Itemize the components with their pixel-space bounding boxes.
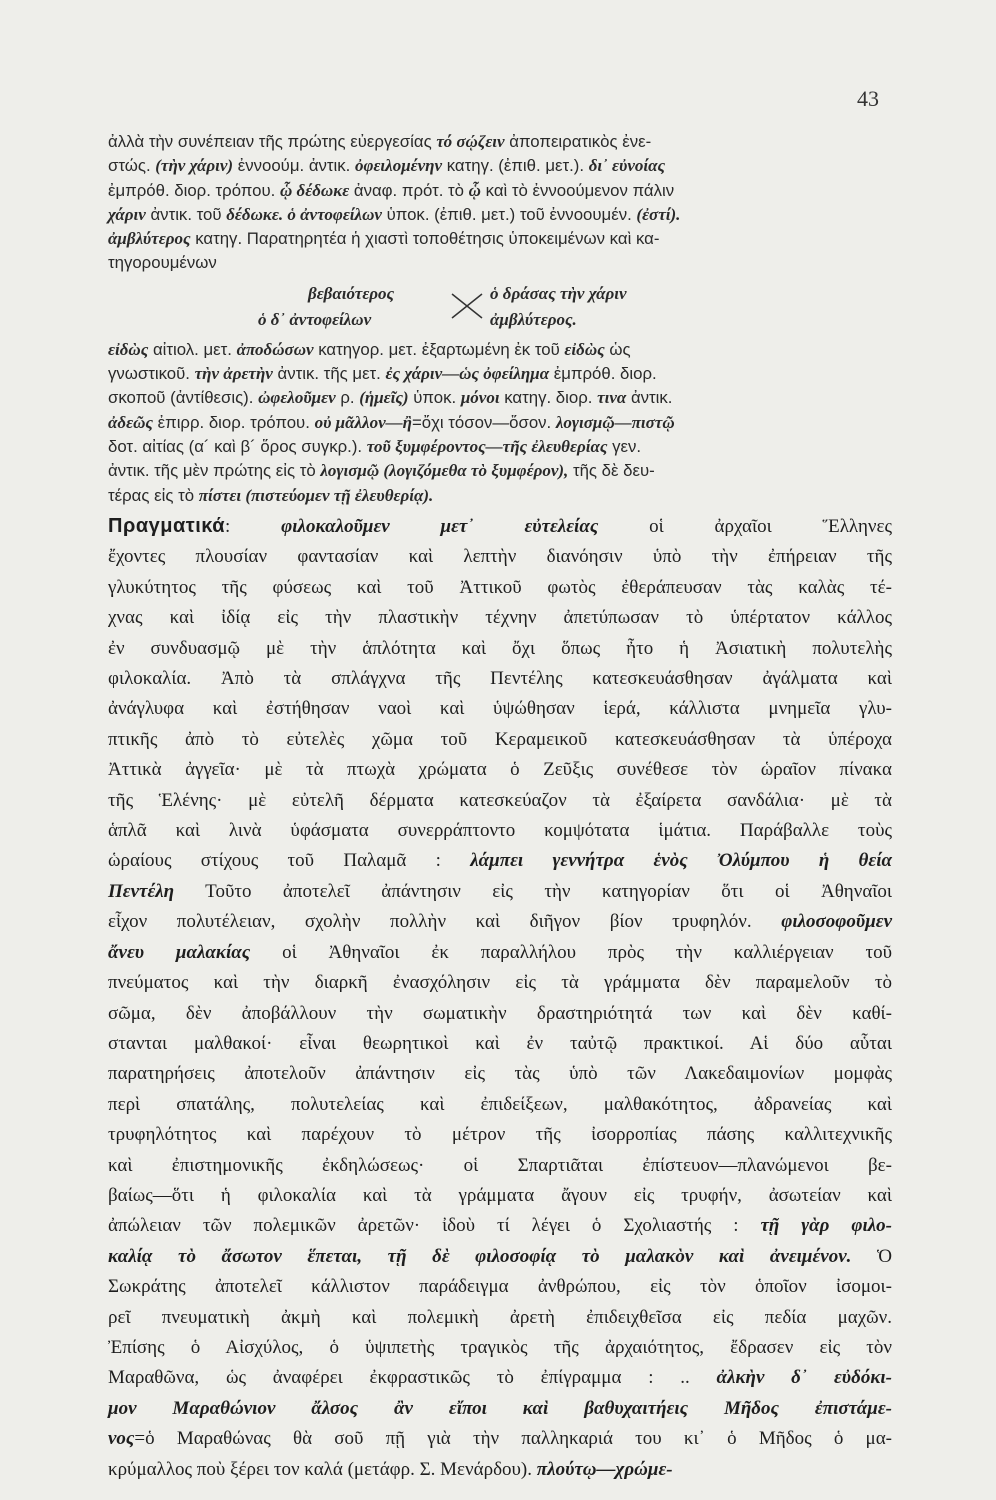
text-run: τέρας εἰς τὸ [108,485,199,505]
body-line [108,846,892,876]
body-line [108,1029,892,1059]
text-run: ἐννοούμ. ἀντικ. [233,156,356,176]
text-run: Τοῦτο ἀποτελεῖ ἀπάντησιν εἰς τὴν κατηγορίαν ὅτι οἱ Ἀθηναῖοι [174,880,892,902]
chiasmus-top-right: ὁ δράσας τὴν χάριν [490,283,627,303]
emphasis-text: καλίᾳ τὸ ἄσωτον ἕπεται, τῇ δὲ φιλοσοφίᾳ τὸ μαλακὸν καὶ ἀνειμένον. [108,1245,852,1267]
note-line [108,154,888,178]
emphasis-text: (τὴν χάριν) [155,156,234,176]
text-run: ἀντικ. τῆς μὲν πρώτης εἰς τὸ [108,461,321,481]
text-run: οἱ ἀρχαῖοι Ἕλληνες [598,516,892,537]
emphasis-text: εἰδὼς [564,339,605,359]
text-run: εἶχον πολυτέλειαν, σχολὴν πολλὴν καὶ διῆγον βίον τρυφηλόν. [108,911,782,933]
text-run: τῆς δὲ δευ- [568,461,655,481]
text-run: γνωστικοῦ. [108,364,195,384]
emphasis-text: ᾧ δέδωκε [279,180,350,200]
text-run: χνας καὶ ἰδίᾳ εἰς τὴν πλαστικὴν τέχνην ἀπετύπωσαν τὸ ὑπέρτατον κάλλος [108,607,892,629]
grammar-notes [108,130,888,508]
body-line [108,1242,892,1272]
emphasis-text: φιλοσοφοῦμεν [781,911,892,933]
text-run: περὶ σπατάλης, πολυτελείας καὶ ἐπιδείξεων, μαλθακότητος, ἀδρανείας καὶ [108,1093,892,1115]
note-line [108,362,888,386]
note-line [108,227,888,251]
chiasmus-bottom-right: ἀμβλύτερος. [490,309,577,329]
text-run: καὶ τὸ ἐννοούμενον πάλιν [480,180,675,200]
text-run: κατηγορ. μετ. ἐξαρτωμένη ἐκ τοῦ [313,339,565,359]
text-run: ἀναφ. πρότ. τὸ [349,180,469,200]
body-line [108,634,892,664]
body-line [108,1211,892,1241]
body-line [108,694,892,724]
text-run: Μαραθῶνα, ὡς ἀναφέρει ἐκφραστικῶς τὸ ἐπίγραμμα : .. [108,1367,717,1389]
text-run: ἀποπειρατικὸς ἐνε- [504,132,652,151]
text-run: ἁπλᾶ καὶ λινὰ ὑφάσματα συνερράπτοντο κομψότατα ἱμάτια. Παράβαλλε τοὺς [108,820,892,842]
emphasis-text: φιλοκαλοῦμεν μετ᾿ εὐτελείας [281,516,599,537]
text-run: στώς. [108,156,156,176]
text-run: ἀπώλειαν τῶν πολεμικῶν ἀρετῶν· ἰδοὺ τί λέγει ὁ Σχολιαστής : [108,1215,761,1237]
text-run: =ὁ Μαραθώνας θὰ σοῦ πῇ γιὰ τὴν παλληκαριά του κι᾿ ὁ Μῆδος ὁ μα- [134,1428,892,1450]
body-line [108,542,892,572]
text-run: ἐπιρρ. διορ. τρόπου. [152,412,315,432]
text-run: ρεῖ πνευματικὴ ἀκμὴ καὶ πολεμικὴ ἀρετὴ ἐπιδειχθεῖσα εἰς πεδία μαχῶν. [108,1306,892,1328]
text-run: τρυφηλότητος καὶ παρέχουν τὸ μέτρον τῆς ἰσορροπίας πάσης καλλιτεχνικῆς [108,1124,892,1146]
text-run: =ὄχι τόσον—ὅσον. [411,412,556,432]
page-number: 43 [857,86,879,111]
note-line [108,338,888,362]
emphasis-text: τοῦ ξυμφέροντος—τῆς ἐλευθερίας [366,436,608,456]
emphasis-text: ἀδεῶς [108,412,153,432]
emphasis-text: ἀποδώσων [236,339,314,359]
text-run: ἐν συνδυασμῷ μὲ τὴν ἁπλότητα καὶ ὄχι ὅπως ἦτο ἡ Ἀσιατικὴ πολυτελὴς [108,637,892,659]
body-line [108,1090,892,1120]
body-line [108,1363,892,1393]
text-run: Σωκράτης ἀποτελεῖ κάλλιστον παράδειγμα ἀνθρώπου, εἰς τὸν ὁποῖον ἰσομοι- [108,1276,892,1298]
body-line [108,511,892,542]
body-line [108,573,892,603]
emphasis-text: λογισμῷ—πιστῷ [555,412,675,432]
text-run: ὡς [604,339,631,359]
body-line [108,816,892,846]
main-text [108,511,892,1485]
emphasis-text: δι᾿ εὐνοίας [588,156,666,176]
emphasis-text: ἀλκὴν δ᾿ εὐδόκι- [716,1367,893,1389]
text-run: ἐμπρόθ. διορ. τρόπου. [108,180,280,200]
body-line [108,664,892,694]
emphasis-text: μόνοι [460,388,500,408]
body-line [108,999,892,1029]
body-line [108,1455,892,1485]
body-line [108,1303,892,1333]
text-run: ὑποκ. (ἐπιθ. μετ.) τοῦ ἐννοουμέν. [381,204,637,224]
body-line [108,603,892,633]
section-heading: Πραγματικά [108,515,226,537]
emphasis-text: χάριν [108,204,146,224]
text-run: ὑποκ. [408,388,461,408]
text-run: γλυκύτητος τῆς φύσεως καὶ τοῦ Ἀττικοῦ φωτὸς ἐθεράπευσαν τὰς καλὰς τέ- [108,576,892,598]
text-run: οἱ Ἀθηναῖοι ἐκ παραλλήλου πρὸς τὴν καλλιέργειαν τοῦ [250,941,892,963]
text-run: ἀλλὰ τὴν συνέπειαν τῆς πρώτης εὐεργεσίας [108,132,437,151]
emphasis-text: τῇ γὰρ φιλο- [760,1215,893,1237]
body-line [108,755,892,785]
text-run: φιλοκαλία. Ἀπὸ τὰ σπλάγχνα τῆς Πεντέλης κατεσκευάσθησαν ἀγάλματα καὶ [108,668,892,690]
text-run: ἀντικ. [626,388,673,408]
emphasis-text: (ἐστί). [636,204,681,224]
emphasis-text: Πεντέλη [108,880,175,902]
body-line [108,907,892,937]
emphasis-text: ᾧ [468,180,481,200]
text-run: τηγορουμένων [108,253,217,273]
text-run: γεν. [607,436,642,456]
body-line [108,725,892,755]
text-run: ἀντικ. τῆς μετ. [272,364,386,384]
body-line [108,1333,892,1363]
note-line [108,251,888,275]
emphasis-text: οὐ μᾶλλον—ἢ [314,412,412,432]
note-line [108,459,888,483]
text-run: κατηγ. διορ. [499,388,598,408]
text-run: κρύμαλλος ποὺ ξέρει τον καλά (μετάφρ. Σ. Μενάρδου). [108,1458,537,1480]
emphasis-text: ἐς χάριν—ὡς ὀφείλημα [385,364,550,384]
emphasis-text: εἰδὼς [108,339,149,359]
note-line [108,484,888,508]
text-run: ἐμπρόθ. διορ. [549,364,657,384]
emphasis-text: λάμπει γεννήτρα ἑνὸς Ὀλύμπου ἡ θεία [470,850,892,872]
emphasis-text: τὴν ἀρετὴν [194,364,273,384]
text-run: σῶμα, δὲν ἀποβάλλουν τὴν σωματικὴν δραστηριότητά των καὶ δὲν καθί- [108,1002,892,1024]
body-line [108,968,892,998]
emphasis-text: τινα [597,388,627,408]
text-run: πνεύματος καὶ τὴν διαρκῆ ἐνασχόλησιν εἰς τὰ γράμματα δὲν παραμελοῦν τὸ [108,972,892,994]
chiasmus-diagram [258,282,778,332]
text-run: Ὁ [851,1245,893,1267]
text-run: καὶ ἐπιστημονικῆς ἐκδηλώσεως· οἱ Σπαρτιᾶται ἐπίστευον—πλανώμενοι βε- [108,1154,892,1176]
text-run: : [225,516,282,537]
body-line [108,1059,892,1089]
chiasmus-top-left: βεβαιότερος [308,283,395,303]
emphasis-text: πίστει (πιστεύομεν τῇ ἐλευθερίᾳ). [198,485,434,505]
text-run: πτικῆς ἀπὸ τὸ εὐτελὲς χῶμα τοῦ Κεραμεικοῦ κατεσκευάσθησαν τὰ ὑπέροχα [108,728,892,750]
text-run: δοτ. αἰτίας (α´ καὶ β´ ὅρος συγκρ.). [108,436,367,456]
emphasis-text: ἄνευ μαλακίας [108,941,251,963]
text-run: παρατηρήσεις ἀποτελοῦν ἀπάντησιν εἰς τὰς ὑπὸ τῶν Λακεδαιμονίων μομφὰς [108,1063,892,1085]
chiasmus-cross [450,292,484,320]
body-line [108,786,892,816]
emphasis-text: λογισμῷ (λογιζόμεθα τὸ ξυμφέρον), [320,461,569,481]
emphasis-text: ὠφελοῦμεν [258,388,336,408]
body-line [108,1120,892,1150]
note-line [108,435,888,459]
emphasis-text: νος [108,1428,135,1450]
text-run: ρ. [335,388,360,408]
body-line [108,877,892,907]
text-run: τῆς Ἑλένης· μὲ εὐτελῆ δέρματα κατεσκεύαζον τὰ ἐξαίρετα σανδάλια· μὲ τὰ [108,789,892,811]
note-line [108,411,888,435]
note-line [108,179,888,203]
body-line [108,1272,892,1302]
text-run: αἰτιολ. μετ. [148,339,237,359]
text-run: Ἐπίσης ὁ Αἰσχύλος, ὁ ὑψιπετὴς τραγικὸς τῆς ἀρχαιότητος, ἔδρασεν εἰς τὸν [108,1336,892,1358]
text-run: ἔχοντες πλουσίαν φαντασίαν καὶ λεπτὴν διανόησιν ὑπὸ τὴν ἐπήρειαν τῆς [108,546,892,568]
text-run: κατηγ. Παρατηρητέα ἡ χιαστὶ τοποθέτησις ὑποκειμένων καὶ κα- [190,229,660,249]
text-run: κατηγ. (ἐπιθ. μετ.). [442,156,589,176]
text-run: ἀνάγλυφα καὶ ἐστήθησαν ναοὶ καὶ ὑψώθησαν ἱερά, κάλλιστα μνημεῖα γλυ- [108,698,892,720]
body-line [108,1181,892,1211]
note-line [108,203,888,227]
text-run: ὡραίους στίχους τοῦ Παλαμᾶ : [108,850,471,872]
emphasis-text: δέδωκε. ὁ ἀντοφείλων [226,204,382,224]
emphasis-text: (ἡμεῖς) [359,388,409,408]
chiasmus-bottom-left: ὁ δ᾿ ἀντοφείλων [258,309,372,329]
note-line [108,130,888,154]
emphasis-text: τό σῴζειν [436,132,505,151]
text-run: στανται μαλθακοί· εἶναι θεωρητικοὶ καὶ ἐν ταὐτῷ πρακτικοί. Αἱ δύο αὗται [108,1032,892,1054]
emphasis-text: πλούτῳ—χρώμε- [536,1458,673,1480]
text-run: ἀντικ. τοῦ [145,204,227,224]
body-line [108,1151,892,1181]
body-line [108,938,892,968]
text-run: Ἀττικὰ ἀγγεῖα· μὲ τὰ πτωχὰ χρώματα ὁ Ζεῦξις συνέθεσε τὸν ὡραῖον πίνακα [108,759,892,781]
text-run: σκοποῦ (ἀντίθεσις). [108,388,259,408]
body-line [108,1424,892,1454]
text-run: βαίως—ὅτι ἡ φιλοκαλία καὶ τὰ γράμματα ἄγουν εἰς τρυφήν, ἀσωτείαν καὶ [108,1184,892,1206]
emphasis-text: ὀφειλομένην [355,156,443,176]
emphasis-text: ἀμβλύτερος [108,229,191,249]
emphasis-text: μον Μαραθώνιον ἄλσος ἂν εἴποι καὶ βαθυχαιτήεις Μῆδος ἐπιστάμε- [108,1397,892,1419]
body-line [108,1394,892,1424]
note-line [108,386,888,410]
